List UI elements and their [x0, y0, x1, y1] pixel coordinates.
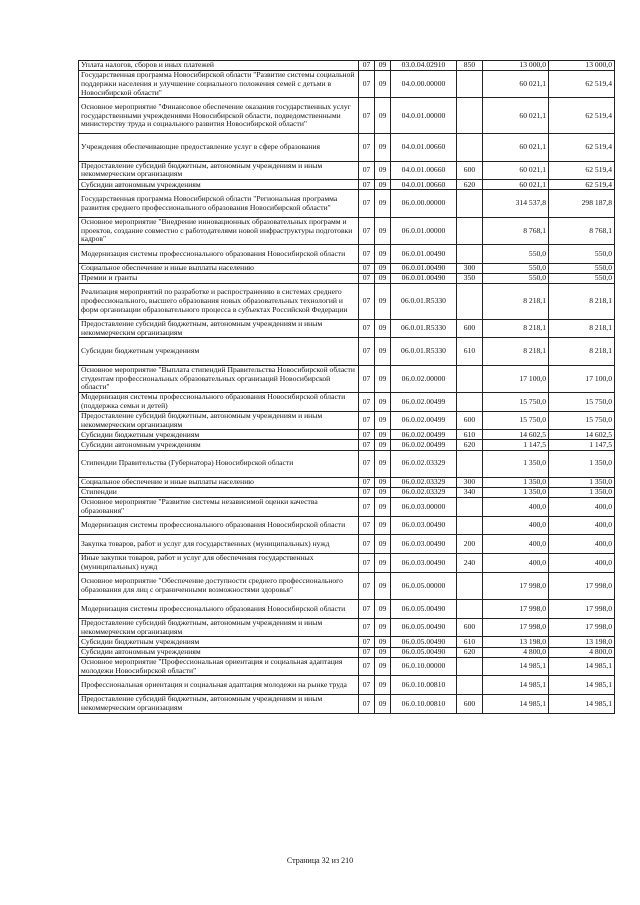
expense-type-code: 610: [457, 430, 483, 440]
section-code: 07: [359, 430, 375, 440]
item-name: Основное мероприятие "Выплата стипендий Правительства Новосибирской области студентам профессиональных образовательных организаций Новосибирской области": [79, 365, 359, 392]
subsection-code: 09: [375, 554, 391, 573]
target-article-code: 06.0.01.00490: [391, 244, 457, 263]
amount-year-2: 8 768,1: [549, 217, 615, 244]
amount-year-1: 8 768,1: [483, 217, 549, 244]
target-article-code: 06.0.01.R5330: [391, 283, 457, 319]
amount-year-2: 1 350,0: [549, 450, 615, 477]
section-code: 07: [359, 161, 375, 180]
subsection-code: 09: [375, 338, 391, 365]
table-row: [79, 411, 615, 430]
expense-type-code: 610: [457, 637, 483, 647]
section-code: 07: [359, 450, 375, 477]
table-row: [79, 535, 615, 554]
item-name: Государственная программа Новосибирской области "Региональная программа развития среднего профессионального образования Новосибирской области": [79, 190, 359, 217]
expense-type-code: 350: [457, 273, 483, 283]
amount-year-1: 550,0: [483, 244, 549, 263]
table-row: [79, 61, 615, 71]
expense-type-code: [457, 572, 483, 599]
item-name: Субсидии бюджетным учреждениям: [79, 637, 359, 647]
amount-year-2: 1 350,0: [549, 487, 615, 497]
amount-year-1: 60 021,1: [483, 134, 549, 161]
amount-year-1: 14 985,1: [483, 676, 549, 695]
item-name: Предоставление субсидий бюджетным, автономным учреждениям и иным некоммерческим организациям: [79, 695, 359, 714]
amount-year-1: 17 998,0: [483, 572, 549, 599]
section-code: 07: [359, 134, 375, 161]
amount-year-2: 550,0: [549, 263, 615, 273]
item-name: Модернизация системы профессионального образования Новосибирской области: [79, 516, 359, 535]
target-article-code: 06.0.01.00000: [391, 217, 457, 244]
target-article-code: 06.0.05.00490: [391, 647, 457, 657]
amount-year-1: 17 100,0: [483, 365, 549, 392]
subsection-code: 09: [375, 180, 391, 190]
section-code: 07: [359, 535, 375, 554]
target-article-code: 06.0.02.00000: [391, 365, 457, 392]
item-name: Основное мероприятие "Внедрение инновационных образовательных программ и проектов, создание совместно с работодателями новой инфраструктуры подготовки кадров": [79, 217, 359, 244]
amount-year-1: 15 750,0: [483, 411, 549, 430]
amount-year-1: 4 800,0: [483, 647, 549, 657]
subsection-code: 09: [375, 161, 391, 180]
subsection-code: 09: [375, 600, 391, 619]
target-article-code: 06.0.10.00000: [391, 657, 457, 676]
item-name: Основное мероприятие "Обеспечение доступности среднего профессионального образования для лиц с ограниченными возможностями здоровья": [79, 572, 359, 599]
target-article-code: 06.0.02.03329: [391, 477, 457, 487]
expense-type-code: 300: [457, 477, 483, 487]
amount-year-1: 60 021,1: [483, 98, 549, 134]
table-row: [79, 217, 615, 244]
target-article-code: 06.0.01.00490: [391, 273, 457, 283]
section-code: 07: [359, 190, 375, 217]
table-row: [79, 618, 615, 637]
expense-type-code: [457, 600, 483, 619]
table-row: [79, 71, 615, 98]
amount-year-2: 298 187,8: [549, 190, 615, 217]
amount-year-2: 62 519,4: [549, 161, 615, 180]
subsection-code: 09: [375, 430, 391, 440]
amount-year-1: 15 750,0: [483, 393, 549, 412]
item-name: Закупка товаров, работ и услуг для государственных (муниципальных) нужд: [79, 535, 359, 554]
item-name: Социальное обеспечение и иные выплаты населению: [79, 477, 359, 487]
section-code: 07: [359, 393, 375, 412]
table-row: [79, 338, 615, 365]
table-row: [79, 161, 615, 180]
target-article-code: 04.0.01.00660: [391, 134, 457, 161]
section-code: 07: [359, 71, 375, 98]
item-name: Предоставление субсидий бюджетным, автономным учреждениям и иным некоммерческим организациям: [79, 618, 359, 637]
table-row: [79, 516, 615, 535]
item-name: Стипендии: [79, 487, 359, 497]
subsection-code: 09: [375, 516, 391, 535]
amount-year-1: 8 218,1: [483, 319, 549, 338]
table-row: [79, 134, 615, 161]
amount-year-2: 14 985,1: [549, 695, 615, 714]
amount-year-2: 550,0: [549, 244, 615, 263]
expense-type-code: 600: [457, 695, 483, 714]
table-row: [79, 676, 615, 695]
expense-type-code: [457, 657, 483, 676]
section-code: 07: [359, 319, 375, 338]
amount-year-2: 550,0: [549, 273, 615, 283]
amount-year-1: 1 350,0: [483, 477, 549, 487]
amount-year-2: 13 000,0: [549, 61, 615, 71]
target-article-code: 06.0.01.R5330: [391, 338, 457, 365]
expense-type-code: 610: [457, 338, 483, 365]
item-name: Субсидии автономным учреждениям: [79, 180, 359, 190]
table-row: [79, 393, 615, 412]
target-article-code: 03.0.04.02910: [391, 61, 457, 71]
expense-type-code: [457, 516, 483, 535]
table-row: [79, 430, 615, 440]
section-code: 07: [359, 637, 375, 647]
subsection-code: 09: [375, 487, 391, 497]
amount-year-1: 14 985,1: [483, 695, 549, 714]
amount-year-1: 1 350,0: [483, 450, 549, 477]
subsection-code: 09: [375, 263, 391, 273]
amount-year-2: 17 998,0: [549, 600, 615, 619]
section-code: 07: [359, 365, 375, 392]
section-code: 07: [359, 283, 375, 319]
table-row: [79, 477, 615, 487]
item-name: Профессиональная ориентация и социальная адаптация молодежи на рынке труда: [79, 676, 359, 695]
table-row: [79, 498, 615, 517]
expense-type-code: 620: [457, 647, 483, 657]
section-code: 07: [359, 516, 375, 535]
item-name: Иные закупки товаров, работ и услуг для обеспечения государственных (муниципальных) нужд: [79, 554, 359, 573]
section-code: 07: [359, 657, 375, 676]
item-name: Предоставление субсидий бюджетным, автономным учреждениям и иным некоммерческим организациям: [79, 161, 359, 180]
amount-year-1: 14 985,1: [483, 657, 549, 676]
table-row: [79, 637, 615, 647]
item-name: Премии и гранты: [79, 273, 359, 283]
target-article-code: 06.0.03.00490: [391, 516, 457, 535]
expense-type-code: [457, 450, 483, 477]
subsection-code: 09: [375, 695, 391, 714]
table-row: [79, 190, 615, 217]
amount-year-2: 15 750,0: [549, 411, 615, 430]
item-name: Реализация мероприятий по разработке и распространению в системах среднего профессионального, высшего образования новых образовательных технологий и форм организации образовательного процесса в субъектах Российской Федерации: [79, 283, 359, 319]
subsection-code: 09: [375, 676, 391, 695]
amount-year-1: 60 021,1: [483, 161, 549, 180]
target-article-code: 06.0.03.00000: [391, 498, 457, 517]
subsection-code: 09: [375, 61, 391, 71]
target-article-code: 04.0.01.00000: [391, 98, 457, 134]
item-name: Государственная программа Новосибирской области "Развитие системы социальной поддержки населения и улучшение социального положения семей с детьми в Новосибирской области": [79, 71, 359, 98]
amount-year-2: 62 519,4: [549, 71, 615, 98]
subsection-code: 09: [375, 283, 391, 319]
subsection-code: 09: [375, 98, 391, 134]
amount-year-2: 14 985,1: [549, 657, 615, 676]
amount-year-1: 400,0: [483, 516, 549, 535]
table-row: [79, 263, 615, 273]
target-article-code: 06.0.02.00499: [391, 411, 457, 430]
amount-year-2: 400,0: [549, 498, 615, 517]
expense-type-code: [457, 676, 483, 695]
target-article-code: 06.0.02.03329: [391, 450, 457, 477]
section-code: 07: [359, 647, 375, 657]
target-article-code: 04.0.01.00660: [391, 161, 457, 180]
amount-year-2: 8 218,1: [549, 338, 615, 365]
table-body: [79, 61, 615, 714]
item-name: Основное мероприятие "Финансовое обеспечение оказания государственных услуг государственными учреждениями Новосибирской области, подведомственными министерству труда и социального развития Новосибирской области": [79, 98, 359, 134]
amount-year-2: 13 198,0: [549, 637, 615, 647]
expense-type-code: [457, 393, 483, 412]
expense-type-code: 850: [457, 61, 483, 71]
expense-type-code: [457, 190, 483, 217]
expense-type-code: 620: [457, 440, 483, 450]
subsection-code: 09: [375, 637, 391, 647]
section-code: 07: [359, 338, 375, 365]
target-article-code: 06.0.10.00810: [391, 676, 457, 695]
subsection-code: 09: [375, 477, 391, 487]
amount-year-1: 1 350,0: [483, 487, 549, 497]
amount-year-2: 14 985,1: [549, 676, 615, 695]
item-name: Субсидии бюджетным учреждениям: [79, 430, 359, 440]
amount-year-2: 400,0: [549, 535, 615, 554]
target-article-code: 06.0.05.00000: [391, 572, 457, 599]
amount-year-2: 17 100,0: [549, 365, 615, 392]
item-name: Модернизация системы профессионального образования Новосибирской области: [79, 244, 359, 263]
budget-table: [78, 60, 615, 714]
page-number: Страница 32 из 210: [286, 856, 354, 865]
target-article-code: 06.0.01.00490: [391, 263, 457, 273]
section-code: 07: [359, 440, 375, 450]
table-row: [79, 283, 615, 319]
expense-type-code: 600: [457, 161, 483, 180]
table-row: [79, 244, 615, 263]
section-code: 07: [359, 98, 375, 134]
table-row: [79, 440, 615, 450]
section-code: 07: [359, 61, 375, 71]
subsection-code: 09: [375, 498, 391, 517]
subsection-code: 09: [375, 71, 391, 98]
expense-type-code: [457, 365, 483, 392]
amount-year-2: 400,0: [549, 554, 615, 573]
amount-year-1: 8 218,1: [483, 283, 549, 319]
section-code: 07: [359, 477, 375, 487]
section-code: 07: [359, 273, 375, 283]
target-article-code: 06.0.02.00499: [391, 430, 457, 440]
expense-type-code: 600: [457, 319, 483, 338]
subsection-code: 09: [375, 134, 391, 161]
expense-type-code: [457, 244, 483, 263]
table-row: [79, 319, 615, 338]
expense-type-code: [457, 498, 483, 517]
item-name: Субсидии бюджетным учреждениям: [79, 338, 359, 365]
item-name: Субсидии автономным учреждениям: [79, 440, 359, 450]
amount-year-1: 13 000,0: [483, 61, 549, 71]
table-row: [79, 572, 615, 599]
subsection-code: 09: [375, 319, 391, 338]
amount-year-1: 550,0: [483, 263, 549, 273]
expense-type-code: 620: [457, 180, 483, 190]
target-article-code: 06.0.02.00499: [391, 440, 457, 450]
item-name: Учреждения обеспечивающие предоставление услуг в сфере образования: [79, 134, 359, 161]
subsection-code: 09: [375, 618, 391, 637]
table-row: [79, 695, 615, 714]
table-row: [79, 98, 615, 134]
amount-year-1: 8 218,1: [483, 338, 549, 365]
target-article-code: 06.0.01.R5330: [391, 319, 457, 338]
amount-year-2: 8 218,1: [549, 319, 615, 338]
expense-type-code: [457, 134, 483, 161]
item-name: Модернизация системы профессионального образования Новосибирской области: [79, 600, 359, 619]
table-row: [79, 180, 615, 190]
item-name: Субсидии автономным учреждениям: [79, 647, 359, 657]
amount-year-2: 62 519,4: [549, 180, 615, 190]
section-code: 07: [359, 180, 375, 190]
amount-year-1: 400,0: [483, 554, 549, 573]
expense-type-code: 240: [457, 554, 483, 573]
subsection-code: 09: [375, 393, 391, 412]
section-code: 07: [359, 600, 375, 619]
subsection-code: 09: [375, 244, 391, 263]
section-code: 07: [359, 554, 375, 573]
section-code: 07: [359, 411, 375, 430]
expense-type-code: 200: [457, 535, 483, 554]
section-code: 07: [359, 572, 375, 599]
expense-type-code: [457, 98, 483, 134]
subsection-code: 09: [375, 440, 391, 450]
expense-type-code: 600: [457, 618, 483, 637]
amount-year-1: 13 198,0: [483, 637, 549, 647]
target-article-code: 06.0.03.00490: [391, 554, 457, 573]
amount-year-2: 400,0: [549, 516, 615, 535]
item-name: Уплата налогов, сборов и иных платежей: [79, 61, 359, 71]
amount-year-2: 8 218,1: [549, 283, 615, 319]
section-code: 07: [359, 263, 375, 273]
amount-year-2: 1 350,0: [549, 477, 615, 487]
amount-year-2: 15 750,0: [549, 393, 615, 412]
subsection-code: 09: [375, 365, 391, 392]
table-row: [79, 450, 615, 477]
expense-type-code: 600: [457, 411, 483, 430]
amount-year-1: 1 147,5: [483, 440, 549, 450]
amount-year-2: 17 998,0: [549, 572, 615, 599]
amount-year-1: 314 537,8: [483, 190, 549, 217]
subsection-code: 09: [375, 273, 391, 283]
amount-year-1: 400,0: [483, 535, 549, 554]
amount-year-1: 550,0: [483, 273, 549, 283]
subsection-code: 09: [375, 572, 391, 599]
target-article-code: 06.0.05.00490: [391, 637, 457, 647]
table-row: [79, 600, 615, 619]
target-article-code: 06.0.05.00490: [391, 600, 457, 619]
expense-type-code: [457, 283, 483, 319]
amount-year-1: 17 998,0: [483, 618, 549, 637]
table-row: [79, 487, 615, 497]
amount-year-1: 60 021,1: [483, 180, 549, 190]
table-row: [79, 273, 615, 283]
target-article-code: 04.0.01.00660: [391, 180, 457, 190]
section-code: 07: [359, 244, 375, 263]
item-name: Основное мероприятие "Развитие системы независимой оценки качества образования": [79, 498, 359, 517]
table-row: [79, 657, 615, 676]
amount-year-1: 17 998,0: [483, 600, 549, 619]
table-row: [79, 647, 615, 657]
expense-type-code: 300: [457, 263, 483, 273]
expense-type-code: [457, 71, 483, 98]
item-name: Предоставление субсидий бюджетным, автономным учреждениям и иным некоммерческим организациям: [79, 411, 359, 430]
item-name: Предоставление субсидий бюджетным, автономным учреждениям и иным некоммерческим организациям: [79, 319, 359, 338]
item-name: Стипендии Правительства (Губернатора) Новосибирской области: [79, 450, 359, 477]
amount-year-2: 14 602,5: [549, 430, 615, 440]
amount-year-2: 1 147,5: [549, 440, 615, 450]
expense-type-code: [457, 217, 483, 244]
target-article-code: 06.0.02.03329: [391, 487, 457, 497]
section-code: 07: [359, 618, 375, 637]
table-row: [79, 554, 615, 573]
target-article-code: 06.0.05.00490: [391, 618, 457, 637]
section-code: 07: [359, 695, 375, 714]
subsection-code: 09: [375, 647, 391, 657]
item-name: Основное мероприятие "Профессиональная ориентация и социальная адаптация молодежи Новосибирской области": [79, 657, 359, 676]
target-article-code: 06.0.02.00499: [391, 393, 457, 412]
amount-year-2: 62 519,4: [549, 98, 615, 134]
section-code: 07: [359, 217, 375, 244]
item-name: Социальное обеспечение и иные выплаты населению: [79, 263, 359, 273]
section-code: 07: [359, 487, 375, 497]
subsection-code: 09: [375, 450, 391, 477]
amount-year-2: 62 519,4: [549, 134, 615, 161]
target-article-code: 06.0.03.00490: [391, 535, 457, 554]
subsection-code: 09: [375, 190, 391, 217]
amount-year-1: 60 021,1: [483, 71, 549, 98]
target-article-code: 06.0.10.00810: [391, 695, 457, 714]
amount-year-1: 14 602,5: [483, 430, 549, 440]
expense-type-code: 340: [457, 487, 483, 497]
target-article-code: 04.0.00.00000: [391, 71, 457, 98]
subsection-code: 09: [375, 657, 391, 676]
section-code: 07: [359, 676, 375, 695]
amount-year-2: 17 998,0: [549, 618, 615, 637]
table-row: [79, 365, 615, 392]
amount-year-2: 4 800,0: [549, 647, 615, 657]
subsection-code: 09: [375, 535, 391, 554]
item-name: Модернизация системы профессионального образования Новосибирской области (поддержка семьи и детей): [79, 393, 359, 412]
subsection-code: 09: [375, 411, 391, 430]
target-article-code: 06.0.00.00000: [391, 190, 457, 217]
subsection-code: 09: [375, 217, 391, 244]
section-code: 07: [359, 498, 375, 517]
amount-year-1: 400,0: [483, 498, 549, 517]
